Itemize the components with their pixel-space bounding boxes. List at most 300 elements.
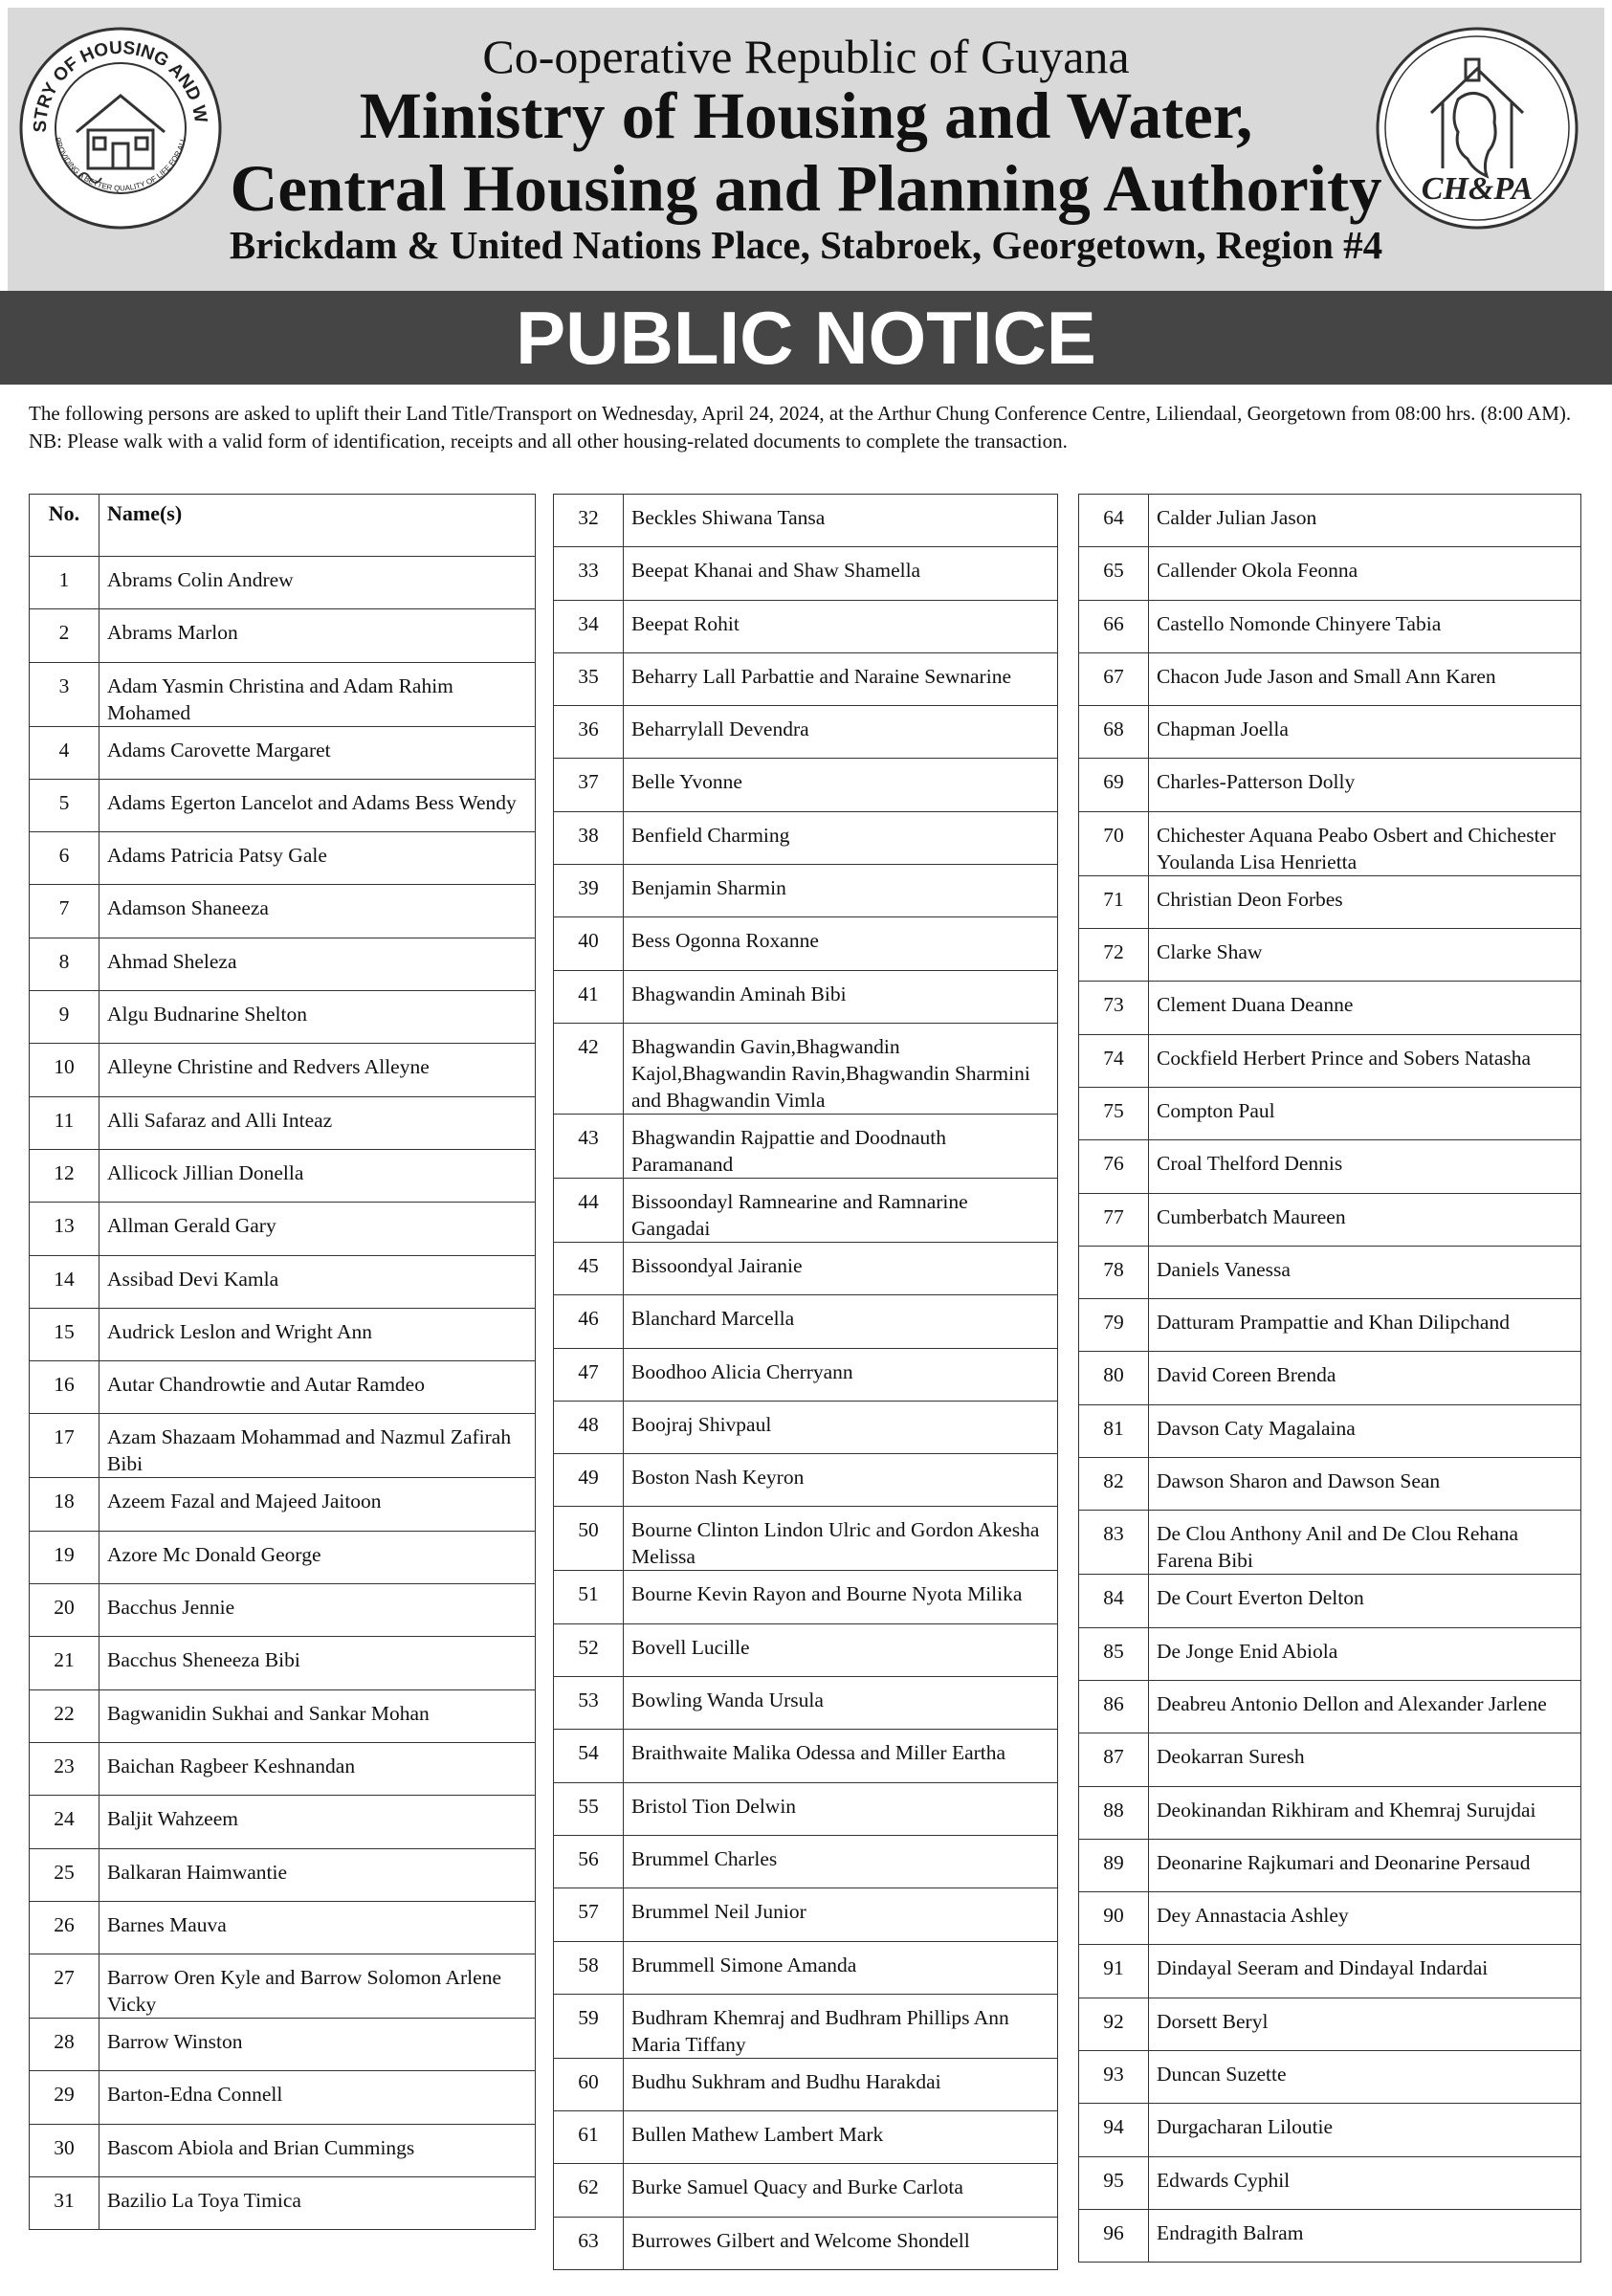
table-row (30, 1044, 536, 1096)
row-number: 88 (1079, 1786, 1149, 1839)
table-row (1079, 1839, 1581, 1891)
table-row (554, 1454, 1058, 1507)
row-names: Alli Safaraz and Alli Inteaz (99, 1096, 536, 1149)
table-row (554, 1888, 1058, 1941)
row-names: Blanchard Marcella (624, 1295, 1058, 1348)
header-country: Co-operative Republic of Guyana (482, 30, 1130, 83)
table-row (1079, 811, 1581, 875)
table-row (554, 1242, 1058, 1294)
row-names: Bagwanidin Sukhai and Sankar Mohan (99, 1689, 536, 1742)
row-number: 30 (30, 2124, 99, 2176)
row-number: 79 (1079, 1299, 1149, 1352)
row-number: 82 (1079, 1458, 1149, 1511)
table-row (30, 991, 536, 1044)
row-names: Brummel Neil Junior (624, 1888, 1058, 1941)
table-row (1079, 1034, 1581, 1087)
table-row (1079, 1945, 1581, 1998)
row-names: De Clou Anthony Anil and De Clou Rehana Farena Bibi (1149, 1511, 1581, 1575)
table-row (554, 865, 1058, 917)
row-names: Bristol Tion Delwin (624, 1782, 1058, 1835)
row-number: 24 (30, 1796, 99, 1848)
table-row (30, 609, 536, 662)
table-row (554, 1348, 1058, 1401)
table-row (554, 600, 1058, 652)
row-names: Bhagwandin Aminah Bibi (624, 970, 1058, 1023)
table-row (30, 1203, 536, 1255)
row-number: 71 (1079, 875, 1149, 928)
notice-intro (29, 400, 1579, 455)
row-names: Bowling Wanda Ursula (624, 1677, 1058, 1730)
row-names: Belle Yvonne (624, 759, 1058, 811)
row-names: Azam Shazaam Mohammad and Nazmul Zafirah Bibi (99, 1414, 536, 1478)
row-number: 39 (554, 865, 624, 917)
header-ministry: Ministry of Housing and Water, (359, 79, 1253, 152)
row-number: 58 (554, 1941, 624, 1994)
row-number: 61 (554, 2111, 624, 2164)
row-number: 1 (30, 557, 99, 609)
table-row (554, 1571, 1058, 1623)
row-names: Bacchus Jennie (99, 1584, 536, 1637)
row-names: Bourne Kevin Rayon and Bourne Nyota Milika (624, 1571, 1058, 1623)
row-names: Dawson Sharon and Dawson Sean (1149, 1458, 1581, 1511)
row-number: 91 (1079, 1945, 1149, 1998)
row-number: 4 (30, 726, 99, 779)
table-row (554, 759, 1058, 811)
public-notice-banner: PUBLIC NOTICE (0, 291, 1612, 385)
row-number: 75 (1079, 1087, 1149, 1139)
table-row (1079, 2156, 1581, 2209)
table-row (1079, 495, 1581, 547)
row-names: Davson Caty Magalaina (1149, 1404, 1581, 1457)
row-number: 47 (554, 1348, 624, 1401)
row-number: 77 (1079, 1193, 1149, 1246)
table-row (1079, 1140, 1581, 1193)
row-number: 63 (554, 2217, 624, 2269)
table-row (1079, 1193, 1581, 1246)
row-names: Adamson Shaneeza (99, 885, 536, 938)
table-row (1079, 547, 1581, 600)
row-names: Budhram Khemraj and Budhram Phillips Ann Maria Tiffany (624, 1994, 1058, 2058)
table-row (1079, 759, 1581, 811)
row-names: Chapman Joella (1149, 706, 1581, 759)
table-row (1079, 929, 1581, 982)
row-names: Brummel Charles (624, 1835, 1058, 1888)
table-row (30, 779, 536, 831)
row-number: 64 (1079, 495, 1149, 547)
row-number: 81 (1079, 1404, 1149, 1457)
row-names: Abrams Colin Andrew (99, 557, 536, 609)
row-names: Bissoondyal Jairanie (624, 1242, 1058, 1294)
row-names: Clement Duana Deanne (1149, 982, 1581, 1034)
row-names: Audrick Leslon and Wright Ann (99, 1308, 536, 1360)
row-names: Benjamin Sharmin (624, 865, 1058, 917)
row-number: 20 (30, 1584, 99, 1637)
table-row (1079, 1786, 1581, 1839)
row-names: Duncan Suzette (1149, 2051, 1581, 2104)
row-number: 66 (1079, 600, 1149, 652)
row-names: Bourne Clinton Lindon Ulric and Gordon Akesha Melissa (624, 1507, 1058, 1571)
row-names: Beharry Lall Parbattie and Naraine Sewnarine (624, 652, 1058, 705)
seal-top-text: STRY OF HOUSING AND W (30, 37, 210, 133)
table-row (1079, 1511, 1581, 1575)
row-names: Bacchus Sheneeza Bibi (99, 1637, 536, 1689)
row-number: 14 (30, 1255, 99, 1308)
row-number: 7 (30, 885, 99, 938)
header-authority: Central Housing and Planning Authority (230, 152, 1382, 225)
row-names: Azore Mc Donald George (99, 1531, 536, 1583)
table-row (1079, 1892, 1581, 1945)
table-row (1079, 2209, 1581, 2262)
row-number: 93 (1079, 2051, 1149, 2104)
row-names: Daniels Vanessa (1149, 1246, 1581, 1298)
table-row (30, 1478, 536, 1531)
row-names: Azeem Fazal and Majeed Jaitoon (99, 1478, 536, 1531)
row-names: Bovell Lucille (624, 1623, 1058, 1676)
row-names: Edwards Cyphil (1149, 2156, 1581, 2209)
row-names: Adams Egerton Lancelot and Adams Bess Wendy (99, 779, 536, 831)
row-names: Boojraj Shivpaul (624, 1401, 1058, 1453)
row-number: 54 (554, 1730, 624, 1782)
table-row (554, 495, 1058, 547)
row-names: Brummell Simone Amanda (624, 1941, 1058, 1994)
row-number: 90 (1079, 1892, 1149, 1945)
table-row (30, 2019, 536, 2071)
row-number: 5 (30, 779, 99, 831)
table-row (30, 885, 536, 938)
table-row (554, 917, 1058, 970)
row-number: 76 (1079, 1140, 1149, 1193)
row-names: Abrams Marlon (99, 609, 536, 662)
row-names: Baichan Ragbeer Keshnandan (99, 1742, 536, 1795)
table-row (1079, 1352, 1581, 1404)
row-names: Allicock Jillian Donella (99, 1149, 536, 1202)
row-number: 36 (554, 706, 624, 759)
table-row (554, 2217, 1058, 2269)
row-number: 60 (554, 2058, 624, 2110)
row-names: Boston Nash Keyron (624, 1454, 1058, 1507)
table-row (30, 1149, 536, 1202)
row-names: Autar Chandrowtie and Autar Ramdeo (99, 1361, 536, 1414)
row-names: Castello Nomonde Chinyere Tabia (1149, 600, 1581, 652)
row-names: Barton-Edna Connell (99, 2071, 536, 2124)
table-row (30, 1096, 536, 1149)
row-names: Adams Carovette Margaret (99, 726, 536, 779)
row-number: 19 (30, 1531, 99, 1583)
row-number: 83 (1079, 1511, 1149, 1575)
table-row (1079, 875, 1581, 928)
row-names: De Jonge Enid Abiola (1149, 1627, 1581, 1680)
table-row (554, 2164, 1058, 2217)
row-names: Compton Paul (1149, 1087, 1581, 1139)
table-row (30, 1954, 536, 2019)
row-names: Callender Okola Feonna (1149, 547, 1581, 600)
row-names: Burke Samuel Quacy and Burke Carlota (624, 2164, 1058, 2217)
table-row (554, 1178, 1058, 1242)
table-row (30, 1361, 536, 1414)
table-row (30, 2124, 536, 2176)
row-number: 62 (554, 2164, 624, 2217)
row-names: Alleyne Christine and Redvers Alleyne (99, 1044, 536, 1096)
table-row (554, 547, 1058, 600)
table-row (554, 1730, 1058, 1782)
table-row (1079, 600, 1581, 652)
table-row (30, 1255, 536, 1308)
row-names: Assibad Devi Kamla (99, 1255, 536, 1308)
row-names: Benfield Charming (624, 811, 1058, 864)
table-row (30, 832, 536, 885)
row-names: Charles-Patterson Dolly (1149, 759, 1581, 811)
table-row (1079, 1087, 1581, 1139)
row-number: 51 (554, 1571, 624, 1623)
row-names: Algu Budnarine Shelton (99, 991, 536, 1044)
row-names: Burrowes Gilbert and Welcome Shondell (624, 2217, 1058, 2269)
row-number: 34 (554, 600, 624, 652)
row-names: Croal Thelford Dennis (1149, 1140, 1581, 1193)
row-names: Ahmad Sheleza (99, 938, 536, 990)
row-number: 9 (30, 991, 99, 1044)
row-number: 74 (1079, 1034, 1149, 1087)
row-names: Balkaran Haimwantie (99, 1848, 536, 1901)
row-number: 3 (30, 662, 99, 726)
row-number: 42 (554, 1023, 624, 1114)
row-number: 13 (30, 1203, 99, 1255)
intro-instructions: The following persons are asked to uplift their Land Title/Transport on Wednesday, April 24, 2024, at the Arthur Chung Conference Centre, Liliendaal, Georgetown from 08:00 hrs. (8:00 AM). (29, 402, 1572, 425)
table-row (1079, 1998, 1581, 2050)
table-row (30, 1796, 536, 1848)
row-names: Allman Gerald Gary (99, 1203, 536, 1255)
row-number: 73 (1079, 982, 1149, 1034)
table-row (1079, 652, 1581, 705)
table-row (554, 1295, 1058, 1348)
column-header-number: No. (30, 495, 99, 557)
row-number: 15 (30, 1308, 99, 1360)
row-number: 78 (1079, 1246, 1149, 1298)
row-number: 85 (1079, 1627, 1149, 1680)
row-names: Adams Patricia Patsy Gale (99, 832, 536, 885)
row-number: 55 (554, 1782, 624, 1835)
table-row (554, 1114, 1058, 1178)
row-number: 21 (30, 1637, 99, 1689)
table-row (30, 2177, 536, 2230)
table-row (554, 1677, 1058, 1730)
row-names: Bhagwandin Gavin,Bhagwandin Kajol,Bhagwandin Ravin,Bhagwandin Sharmini and Bhagwandin Vimla (624, 1023, 1058, 1114)
row-names: Barrow Oren Kyle and Barrow Solomon Arlene Vicky (99, 1954, 536, 2019)
row-names: Boodhoo Alicia Cherryann (624, 1348, 1058, 1401)
row-names: Cockfield Herbert Prince and Sobers Natasha (1149, 1034, 1581, 1087)
row-number: 49 (554, 1454, 624, 1507)
row-number: 53 (554, 1677, 624, 1730)
row-number: 96 (1079, 2209, 1149, 2262)
row-number: 43 (554, 1114, 624, 1178)
row-number: 32 (554, 495, 624, 547)
row-names: Baljit Wahzeem (99, 1796, 536, 1848)
row-number: 46 (554, 1295, 624, 1348)
table-row (30, 557, 536, 609)
table-row (1079, 1680, 1581, 1733)
table-row (1079, 1575, 1581, 1627)
table-row (30, 2071, 536, 2124)
row-names: Deabreu Antonio Dellon and Alexander Jarlene (1149, 1680, 1581, 1733)
row-number: 86 (1079, 1680, 1149, 1733)
row-number: 59 (554, 1994, 624, 2058)
table-row (554, 1994, 1058, 2058)
row-names: Bhagwandin Rajpattie and Doodnauth Paramanand (624, 1114, 1058, 1178)
table-row (30, 1901, 536, 1954)
names-table-column-2 (553, 494, 1058, 2270)
names-table-column-3 (1078, 494, 1581, 2263)
table-row (1079, 1627, 1581, 1680)
row-number: 84 (1079, 1575, 1149, 1627)
row-names: Bissoondayl Ramnearine and Ramnarine Gangadai (624, 1178, 1058, 1242)
row-names: Endragith Balram (1149, 2209, 1581, 2262)
row-names: Calder Julian Jason (1149, 495, 1581, 547)
row-number: 89 (1079, 1839, 1149, 1891)
row-names: Deokarran Suresh (1149, 1733, 1581, 1786)
row-number: 16 (30, 1361, 99, 1414)
row-names: David Coreen Brenda (1149, 1352, 1581, 1404)
table-row (554, 970, 1058, 1023)
seal-chpa-text: CH&PA (1421, 171, 1534, 207)
row-number: 28 (30, 2019, 99, 2071)
table-row (1079, 1733, 1581, 1786)
row-names: Beepat Rohit (624, 600, 1058, 652)
table-row (554, 1507, 1058, 1571)
row-number: 52 (554, 1623, 624, 1676)
table-row (30, 1414, 536, 1478)
row-number: 25 (30, 1848, 99, 1901)
table-row (30, 1689, 536, 1742)
row-number: 12 (30, 1149, 99, 1202)
table-row (554, 706, 1058, 759)
table-row (554, 2058, 1058, 2110)
table-row (554, 2111, 1058, 2164)
row-number: 26 (30, 1901, 99, 1954)
row-number: 6 (30, 832, 99, 885)
row-number: 56 (554, 1835, 624, 1888)
row-number: 31 (30, 2177, 99, 2230)
table-row (1079, 1299, 1581, 1352)
row-number: 72 (1079, 929, 1149, 982)
table-row (30, 662, 536, 726)
table-row (554, 1835, 1058, 1888)
row-number: 68 (1079, 706, 1149, 759)
column-header-names: Name(s) (99, 495, 536, 557)
row-number: 95 (1079, 2156, 1149, 2209)
row-number: 65 (1079, 547, 1149, 600)
table-row (554, 1623, 1058, 1676)
row-number: 67 (1079, 652, 1149, 705)
row-number: 41 (554, 970, 624, 1023)
row-names: De Court Everton Delton (1149, 1575, 1581, 1627)
table-header-row (30, 495, 536, 557)
row-names: Bascom Abiola and Brian Cummings (99, 2124, 536, 2176)
row-number: 57 (554, 1888, 624, 1941)
row-number: 35 (554, 652, 624, 705)
row-number: 45 (554, 1242, 624, 1294)
row-number: 18 (30, 1478, 99, 1531)
table-row (1079, 706, 1581, 759)
table-row (30, 1848, 536, 1901)
table-row (30, 1308, 536, 1360)
row-number: 33 (554, 547, 624, 600)
row-number: 48 (554, 1401, 624, 1453)
row-number: 87 (1079, 1733, 1149, 1786)
row-number: 29 (30, 2071, 99, 2124)
row-names: Barrow Winston (99, 2019, 536, 2071)
row-number: 23 (30, 1742, 99, 1795)
row-number: 10 (30, 1044, 99, 1096)
table-row (1079, 1246, 1581, 1298)
table-row (1079, 2104, 1581, 2156)
row-number: 27 (30, 1954, 99, 2019)
row-names: Chacon Jude Jason and Small Ann Karen (1149, 652, 1581, 705)
row-names: Durgacharan Liloutie (1149, 2104, 1581, 2156)
row-number: 2 (30, 609, 99, 662)
row-number: 22 (30, 1689, 99, 1742)
row-names: Deokinandan Rikhiram and Khemraj Surujdai (1149, 1786, 1581, 1839)
row-names: Chichester Aquana Peabo Osbert and Chichester Youlanda Lisa Henrietta (1149, 811, 1581, 875)
names-table-column-1 (29, 494, 536, 2230)
row-number: 80 (1079, 1352, 1149, 1404)
row-names: Dorsett Beryl (1149, 1998, 1581, 2050)
row-names: Christian Deon Forbes (1149, 875, 1581, 928)
row-number: 17 (30, 1414, 99, 1478)
row-number: 40 (554, 917, 624, 970)
row-names: Bazilio La Toya Timica (99, 2177, 536, 2230)
table-row (30, 938, 536, 990)
row-names: Datturam Prampattie and Khan Dilipchand (1149, 1299, 1581, 1352)
row-names: Beharrylall Devendra (624, 706, 1058, 759)
table-row (554, 652, 1058, 705)
table-row (30, 1531, 536, 1583)
table-row (1079, 2051, 1581, 2104)
table-row (30, 1742, 536, 1795)
row-number: 94 (1079, 2104, 1149, 2156)
table-row (554, 1941, 1058, 1994)
table-row (30, 1637, 536, 1689)
row-names: Dey Annastacia Ashley (1149, 1892, 1581, 1945)
row-names: Barnes Mauva (99, 1901, 536, 1954)
table-row (554, 1401, 1058, 1453)
table-row (1079, 1458, 1581, 1511)
row-number: 37 (554, 759, 624, 811)
table-row (554, 1023, 1058, 1114)
row-number: 70 (1079, 811, 1149, 875)
row-names: Bess Ogonna Roxanne (624, 917, 1058, 970)
row-names: Budhu Sukhram and Budhu Harakdai (624, 2058, 1058, 2110)
row-number: 69 (1079, 759, 1149, 811)
seal-motto-text: PROVIDING A BETTER QUALITY OF LIFE FOR ALL (53, 136, 188, 193)
header-address: Brickdam & United Nations Place, Stabroek, Georgetown, Region #4 (229, 223, 1383, 267)
row-names: Beepat Khanai and Shaw Shamella (624, 547, 1058, 600)
row-names: Clarke Shaw (1149, 929, 1581, 982)
table-row (30, 726, 536, 779)
table-row (1079, 982, 1581, 1034)
row-names: Adam Yasmin Christina and Adam Rahim Mohamed (99, 662, 536, 726)
row-names: Bullen Mathew Lambert Mark (624, 2111, 1058, 2164)
row-names: Dindayal Seeram and Dindayal Indardai (1149, 1945, 1581, 1998)
table-row (30, 1584, 536, 1637)
row-names: Beckles Shiwana Tansa (624, 495, 1058, 547)
row-names: Cumberbatch Maureen (1149, 1193, 1581, 1246)
intro-nb: NB: Please walk with a valid form of identification, receipts and all other housing-related documents to complete the transaction. (29, 430, 1068, 453)
row-number: 44 (554, 1178, 624, 1242)
row-number: 8 (30, 938, 99, 990)
table-row (554, 811, 1058, 864)
row-number: 50 (554, 1507, 624, 1571)
table-row (1079, 1404, 1581, 1457)
row-number: 38 (554, 811, 624, 864)
